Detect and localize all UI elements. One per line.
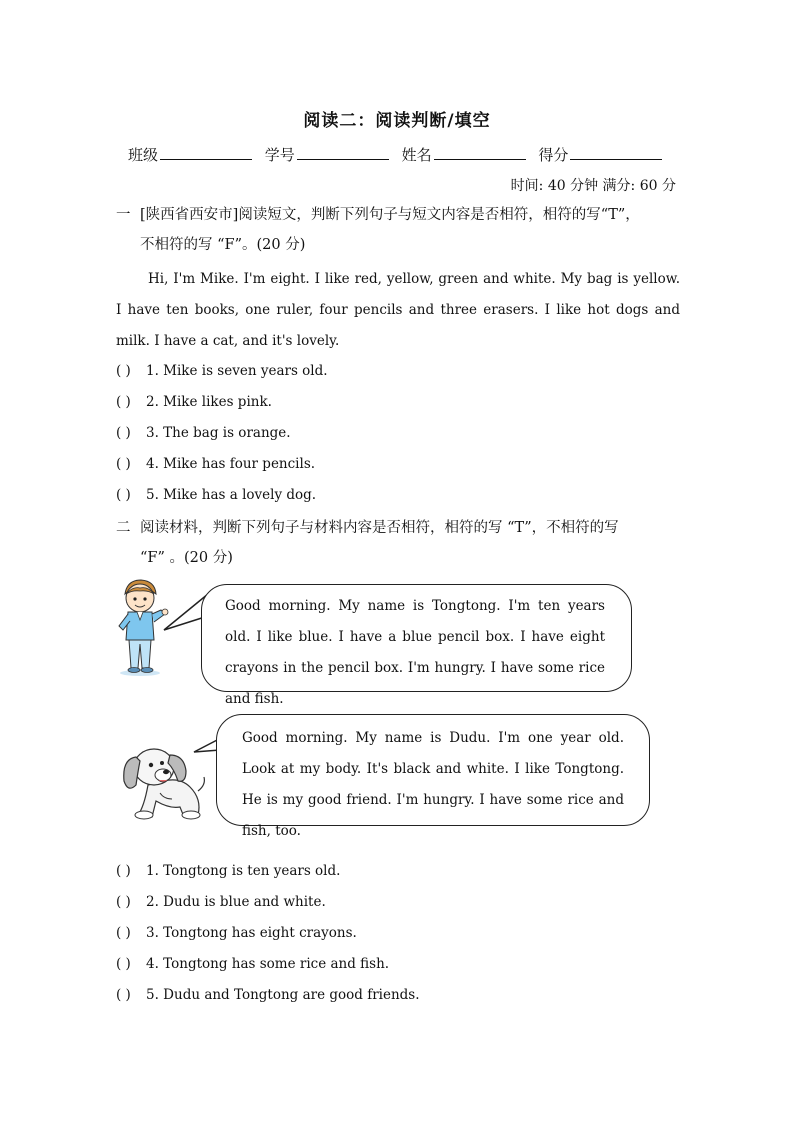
question-text: 3. The bag is orange. [146, 425, 291, 441]
question-text: 4. Tongtong has some rice and fish. [146, 956, 390, 972]
name-blank[interactable] [434, 145, 526, 160]
name-field[interactable] [402, 144, 526, 165]
number-blank[interactable] [297, 145, 389, 160]
answer-blank[interactable]: ( ) [116, 425, 131, 441]
question-text: 3. Tongtong has eight crayons. [146, 925, 357, 941]
question-text: 1. Tongtong is ten years old. [146, 863, 341, 879]
class-label: 班级 [128, 146, 159, 164]
s2-question-5 [116, 987, 420, 1003]
score-blank[interactable] [570, 145, 662, 160]
s2-question-1 [116, 863, 340, 879]
score-field[interactable] [538, 144, 662, 165]
s2-question-2 [116, 894, 326, 910]
s1-question-1 [116, 363, 328, 379]
question-text: 5. Dudu and Tongtong are good friends. [146, 987, 420, 1003]
section1-instruction [116, 200, 682, 260]
question-text: 1. Mike is seven years old. [146, 363, 328, 379]
question-text: 5. Mike has a lovely dog. [146, 487, 317, 503]
section1-number: 一 [116, 207, 131, 223]
answer-blank[interactable]: ( ) [116, 394, 131, 410]
s1-question-3 [116, 425, 291, 441]
time-score-info: 时间: 40 分钟 满分: 60 分 [510, 178, 676, 194]
answer-blank[interactable]: ( ) [116, 863, 131, 879]
answer-blank[interactable]: ( ) [116, 925, 131, 941]
number-field[interactable] [265, 144, 389, 165]
name-label: 姓名 [401, 146, 432, 164]
dudu-speech-text: Good morning. My name is Dudu. I'm one year old. Look at my body. It's black and white. I like Tongtong. He is my good friend. I'm hungry. I have some rice and fish, too. [242, 730, 624, 839]
answer-blank[interactable]: ( ) [116, 956, 131, 972]
s1-question-4 [116, 456, 315, 472]
answer-blank[interactable]: ( ) [116, 894, 131, 910]
s2-question-3 [116, 925, 357, 941]
answer-blank[interactable]: ( ) [116, 456, 131, 472]
answer-blank[interactable]: ( ) [116, 487, 131, 503]
s2-question-4 [116, 956, 389, 972]
answer-blank[interactable]: ( ) [116, 363, 131, 379]
student-info-row [128, 144, 688, 165]
section2-number: 二 [116, 520, 131, 536]
section1-instruction-line2: 不相符的写 “F”。(20 分) [140, 237, 306, 253]
section1-passage: Hi, I'm Mike. I'm eight. I like red, yellow, green and white. My bag is yellow. I have ten books, one ruler, four pencils and three erasers. I like hot dogs and milk. I have a cat, and it's lovely. [116, 271, 680, 349]
section1-instruction-line1: [陕西省西安市]阅读短文，判断下列句子与短文内容是否相符，相符的写“T”， [140, 207, 640, 223]
number-label: 学号 [264, 146, 295, 164]
class-field[interactable] [128, 144, 252, 165]
score-label: 得分 [538, 146, 569, 164]
class-blank[interactable] [160, 145, 252, 160]
question-text: 2. Mike likes pink. [146, 394, 272, 410]
section2-instruction-line2: “F” 。(20 分) [140, 550, 233, 566]
section2-instruction-line1: 阅读材料，判断下列句子与材料内容是否相符，相符的写 “T”，不相符的写 [140, 520, 619, 536]
page-title: 阅读二：阅读判断/填空 [303, 111, 491, 131]
section2-instruction [116, 513, 682, 573]
s1-question-5 [116, 487, 316, 503]
question-text: 2. Dudu is blue and white. [146, 894, 326, 910]
tongtong-speech-text: Good morning. My name is Tongtong. I'm ten years old. I like blue. I have a blue pencil box. I have eight crayons in the pencil box. I'm hungry. I have some rice and fish. [225, 598, 605, 707]
answer-blank[interactable]: ( ) [116, 987, 131, 1003]
s1-question-2 [116, 394, 272, 410]
question-text: 4. Mike has four pencils. [146, 456, 316, 472]
